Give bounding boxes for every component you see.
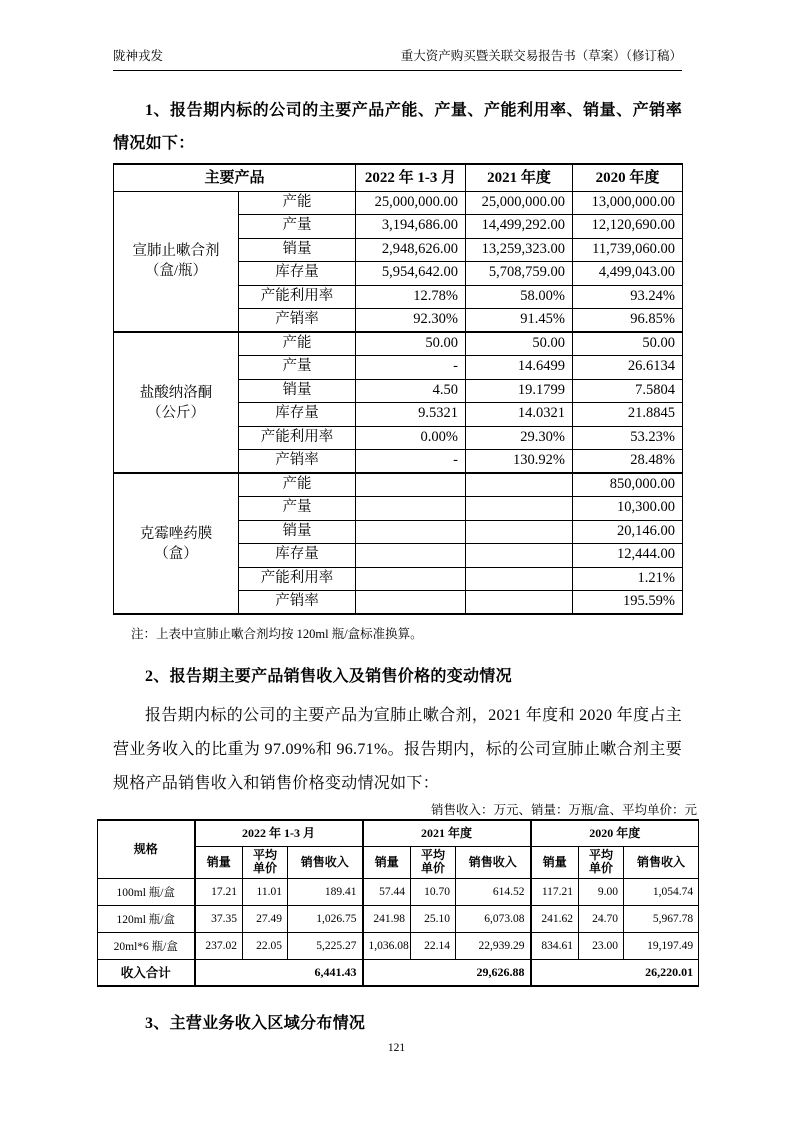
value-cell: 92.30% [356, 309, 466, 333]
value-cell: 37.35 [195, 905, 243, 932]
metric-cell: 销量 [239, 238, 356, 262]
total-row [98, 959, 699, 986]
value-cell [466, 497, 573, 521]
value-cell [356, 567, 466, 591]
value-cell: 50.00 [356, 332, 466, 356]
sales-table [97, 819, 699, 987]
value-cell [466, 473, 573, 497]
doc-header-left: 陇神戎发 [113, 49, 164, 63]
value-cell: 22.05 [243, 932, 288, 959]
value-cell: 614.52 [456, 878, 531, 905]
col-header-2021: 2021 年度 [363, 820, 531, 846]
value-cell: 11.01 [243, 878, 288, 905]
metric-cell: 产量 [239, 497, 356, 521]
product-name: 盐酸纳洛酮 [139, 384, 213, 401]
spec-cell: 20ml*6 瓶/盒 [98, 932, 195, 959]
table-note: 注：上表中宣肺止嗽合剂均按 120ml 瓶/盒标准换算。 [131, 627, 423, 641]
metric-cell: 销量 [239, 520, 356, 544]
section-3-heading: 3、主营业务收入区域分布情况 [145, 1015, 366, 1032]
value-cell: 25,000,000.00 [356, 191, 466, 215]
metric-cell: 库存量 [239, 544, 356, 568]
value-cell: 850,000.00 [573, 473, 683, 497]
value-cell: 10.70 [411, 878, 456, 905]
page-number: 121 [387, 1042, 406, 1054]
subheader-volume: 销量 [531, 846, 579, 878]
value-cell: 7.5804 [573, 379, 683, 403]
value-cell: 93.24% [573, 285, 683, 309]
value-cell: 3,194,686.00 [356, 215, 466, 239]
value-cell: 4,499,043.00 [573, 262, 683, 286]
value-cell: 4.50 [356, 379, 466, 403]
value-cell: 50.00 [573, 332, 683, 356]
table-row [114, 191, 683, 215]
section-2-paragraph: 报告期内标的公司的主要产品为宣肺止嗽合剂，2021 年度和 2020 年度占主营业务收入的比重为 97.09%和 96.71%。报告期内，标的公司宣肺止嗽合剂主要规格产品销售收入和销售价格变动情况如下： [113, 707, 682, 792]
value-cell: 27.49 [243, 905, 288, 932]
metric-cell: 产能 [239, 332, 356, 356]
value-cell: 117.21 [531, 878, 579, 905]
value-cell: 1,026.75 [288, 905, 363, 932]
value-cell: 25,000,000.00 [466, 191, 573, 215]
value-cell: 1.21% [573, 567, 683, 591]
col-header-2020: 2020 年度 [531, 820, 699, 846]
value-cell [466, 567, 573, 591]
section-1-heading-line1: 1、报告期内标的公司的主要产品产能、产量、产能利用率、销量、产销率 [145, 102, 682, 119]
metric-cell: 产量 [239, 215, 356, 239]
value-cell [466, 544, 573, 568]
value-cell: 5,967.78 [624, 905, 699, 932]
unit-note: 销售收入：万元、销量：万瓶/盒、平均单价：元 [431, 803, 697, 817]
table-row [98, 932, 699, 959]
value-cell: 53.23% [573, 426, 683, 450]
value-cell: 13,259,323.00 [466, 238, 573, 262]
metric-cell: 销量 [239, 379, 356, 403]
value-cell: 14,499,292.00 [466, 215, 573, 239]
subheader-revenue: 销售收入 [288, 846, 363, 878]
value-cell: 12,444.00 [573, 544, 683, 568]
product-unit: （公斤） [147, 404, 205, 421]
value-cell: 57.44 [363, 878, 411, 905]
subheader-volume: 销量 [363, 846, 411, 878]
subheader-volume: 销量 [195, 846, 243, 878]
col-header-2022: 2022 年 1-3 月 [195, 820, 363, 846]
total-label-cell: 收入合计 [98, 959, 195, 986]
value-cell: 25.10 [411, 905, 456, 932]
total-value-cell: 26,220.01 [531, 959, 699, 986]
subheader-revenue: 销售收入 [456, 846, 531, 878]
value-cell: 10,300.00 [573, 497, 683, 521]
product-cell [114, 191, 239, 332]
metric-cell: 产能利用率 [239, 426, 356, 450]
table-row [114, 473, 683, 497]
value-cell: 23.00 [579, 932, 624, 959]
section-1-heading-line2: 情况如下： [113, 135, 195, 152]
capacity-table [113, 163, 683, 615]
value-cell [466, 520, 573, 544]
value-cell: 189.41 [288, 878, 363, 905]
value-cell: 241.62 [531, 905, 579, 932]
value-cell: 237.02 [195, 932, 243, 959]
section-2-heading: 2、报告期主要产品销售收入及销售价格的变动情况 [145, 668, 512, 685]
metric-cell: 产销率 [239, 591, 356, 615]
value-cell: 29.30% [466, 426, 573, 450]
value-cell: 6,073.08 [456, 905, 531, 932]
total-value-cell: 29,626.88 [363, 959, 531, 986]
value-cell: 9.5321 [356, 403, 466, 427]
value-cell: 14.6499 [466, 356, 573, 380]
value-cell: 21.8845 [573, 403, 683, 427]
value-cell: 0.00% [356, 426, 466, 450]
subheader-avg-price: 平均单价 [579, 846, 624, 878]
value-cell: 91.45% [466, 309, 573, 333]
metric-cell: 产销率 [239, 309, 356, 333]
doc-header [113, 46, 682, 71]
product-unit: （盒） [154, 545, 198, 562]
product-unit: （盒/瓶） [144, 263, 208, 280]
value-cell: 17.21 [195, 878, 243, 905]
value-cell: 12.78% [356, 285, 466, 309]
table-row [114, 332, 683, 356]
value-cell [356, 520, 466, 544]
value-cell: 19,197.49 [624, 932, 699, 959]
col-header-spec: 规格 [98, 820, 195, 878]
value-cell: - [356, 450, 466, 474]
value-cell: 58.00% [466, 285, 573, 309]
value-cell [356, 591, 466, 615]
value-cell: 5,708,759.00 [466, 262, 573, 286]
value-cell: 19.1799 [466, 379, 573, 403]
value-cell: 5,225.27 [288, 932, 363, 959]
spec-cell: 100ml 瓶/盒 [98, 878, 195, 905]
section-1-heading [113, 94, 682, 160]
value-cell [356, 473, 466, 497]
value-cell: 22,939.29 [456, 932, 531, 959]
value-cell: 96.85% [573, 309, 683, 333]
value-cell: 11,739,060.00 [573, 238, 683, 262]
value-cell: 1,036.08 [363, 932, 411, 959]
page-content [113, 0, 697, 1039]
value-cell: 195.59% [573, 591, 683, 615]
value-cell: 241.98 [363, 905, 411, 932]
value-cell: 24.70 [579, 905, 624, 932]
value-cell: 50.00 [466, 332, 573, 356]
value-cell: 2,948,626.00 [356, 238, 466, 262]
value-cell: 13,000,000.00 [573, 191, 683, 215]
value-cell: 834.61 [531, 932, 579, 959]
sales-table-header-row [98, 820, 699, 846]
product-cell [114, 473, 239, 614]
table-row [98, 905, 699, 932]
value-cell: 20,146.00 [573, 520, 683, 544]
value-cell: 28.48% [573, 450, 683, 474]
value-cell: 9.00 [579, 878, 624, 905]
value-cell: 5,954,642.00 [356, 262, 466, 286]
value-cell: 14.0321 [466, 403, 573, 427]
product-name: 克霉唑药膜 [139, 525, 213, 542]
value-cell [356, 497, 466, 521]
capacity-table-header-row [114, 164, 683, 191]
col-header-product: 主要产品 [114, 164, 356, 191]
col-header-2020: 2020 年度 [573, 164, 683, 191]
metric-cell: 产能 [239, 473, 356, 497]
col-header-2022: 2022 年 1-3 月 [356, 164, 466, 191]
metric-cell: 产能利用率 [239, 285, 356, 309]
value-cell: - [356, 356, 466, 380]
table-row [98, 878, 699, 905]
subheader-avg-price: 平均单价 [243, 846, 288, 878]
spec-cell: 120ml 瓶/盒 [98, 905, 195, 932]
product-cell [114, 332, 239, 473]
value-cell [356, 544, 466, 568]
metric-cell: 产能利用率 [239, 567, 356, 591]
subheader-avg-price: 平均单价 [411, 846, 456, 878]
metric-cell: 库存量 [239, 262, 356, 286]
sales-table-block [97, 802, 698, 987]
metric-cell: 产销率 [239, 450, 356, 474]
product-name: 宣肺止嗽合剂 [132, 243, 220, 260]
metric-cell: 库存量 [239, 403, 356, 427]
col-header-2021: 2021 年度 [466, 164, 573, 191]
value-cell [466, 591, 573, 615]
total-value-cell: 6,441.43 [195, 959, 363, 986]
doc-header-right: 重大资产购买暨关联交易报告书（草案）（修订稿） [400, 49, 682, 63]
value-cell: 22.14 [411, 932, 456, 959]
value-cell: 1,054.74 [624, 878, 699, 905]
metric-cell: 产量 [239, 356, 356, 380]
value-cell: 26.6134 [573, 356, 683, 380]
value-cell: 12,120,690.00 [573, 215, 683, 239]
subheader-revenue: 销售收入 [624, 846, 699, 878]
metric-cell: 产能 [239, 191, 356, 215]
value-cell: 130.92% [466, 450, 573, 474]
